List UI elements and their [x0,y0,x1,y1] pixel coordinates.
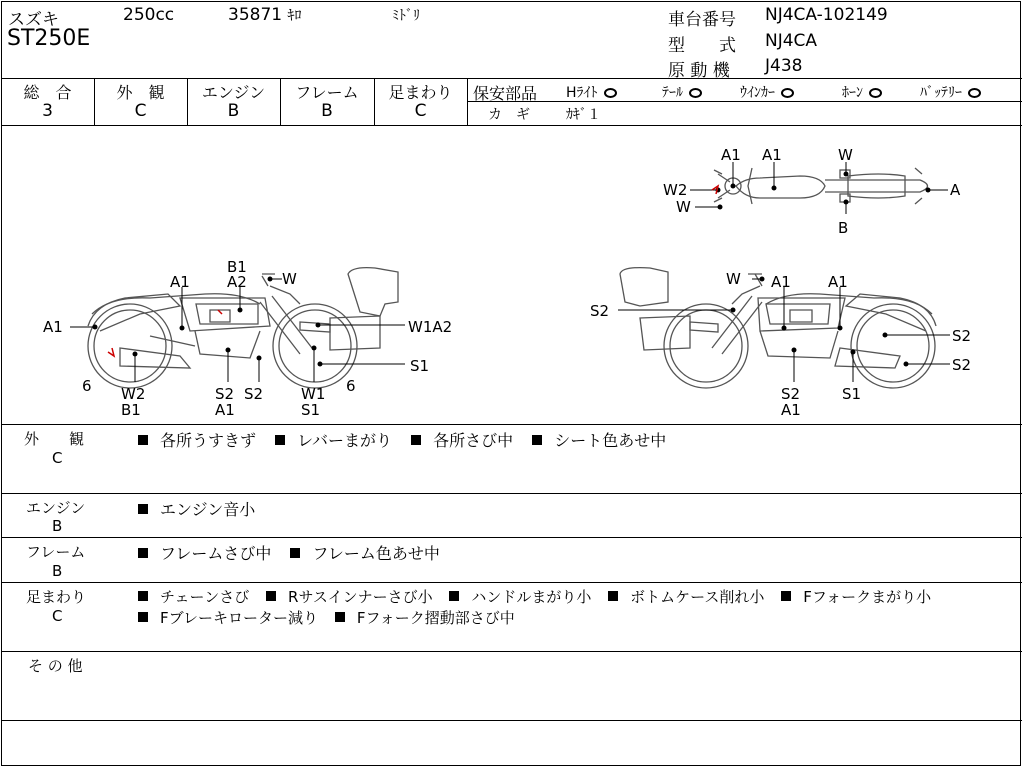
maker: スズキ [8,10,59,30]
exterior-notes-list: 各所うすきず レバーまがり 各所さび中 シート色あせ中 [138,428,666,451]
engine-model-label: 原 動 機 [668,61,730,81]
battery-status: ﾊﾞｯﾃﾘｰ [920,82,981,102]
diagram-label: S1 [301,401,321,419]
diagram-label: W [282,270,297,288]
mileage-value: 35871 [228,5,283,25]
mileage [228,5,302,25]
diagram-label: A1 [170,273,190,291]
type-value: NJ4CA [765,31,818,51]
engine-label: エンジン [201,83,266,102]
diagram-label: A1 [771,273,791,291]
winker-ok-icon [781,88,794,98]
key-label: カ ギ [488,107,530,123]
frame-notes-grade: B [52,562,63,580]
displacement: 250cc [123,5,175,25]
diagram-label: W [726,270,741,288]
exterior-label: 外 観 [116,83,165,102]
diagram-label: W [676,198,691,216]
diagram-label: A1 [828,273,848,291]
diagram-label: S2 [952,327,972,345]
diagram-label: A2 [227,273,247,291]
chassis-value: NJ4CA-102149 [765,5,888,25]
suspension-notes-label: 足まわり [26,588,87,606]
model-name: ST250E [7,26,91,51]
diagram-label: S2 [952,356,972,374]
diagram-label: A1 [781,401,801,419]
diagram-label: A1 [721,146,741,164]
headlight-ok-icon [604,88,617,98]
diagram-label: W1A2 [408,318,453,336]
other-notes-label: そ の 他 [28,657,83,675]
diagram-label: S2 [590,302,610,320]
frame-label: フレーム [295,83,359,102]
tail-ok-icon [689,88,702,98]
diagram-label: B1 [121,401,141,419]
suspension-notes-list-2: Fブレーキローター減り Fフォーク摺動部さび中 [138,607,515,628]
engine-notes-grade: B [52,517,63,535]
key-value: ｶｷﾞ１ [566,107,601,123]
diagram-label: A1 [43,318,63,336]
bike-top-view [714,168,928,204]
frame-grade: B [321,101,333,121]
suspension-notes-list-1: チェーンさび Rサスインナーさび小 ハンドルまがり小 ボトムケース削れ小 Fフォークまがり小 [138,586,931,607]
suspension-notes-grade: C [52,607,63,625]
type-label: 型 式 [668,36,736,56]
diagram-label: B1 [227,258,247,276]
diagram-label: A [950,181,961,199]
exterior-notes-label: 外 観 [24,430,85,448]
diagram-label: S2 [781,385,801,403]
mileage-unit: ｷﾛ [287,8,302,24]
diagram-label: W2 [663,181,688,199]
diagram-label: W1 [301,385,326,403]
tail-status: ﾃｰﾙ [662,82,702,102]
color: ﾐﾄﾞﾘ [392,8,420,24]
exterior-grade: C [134,101,147,121]
horn-status: ﾎｰﾝ [842,82,882,102]
diagram-label: A1 [762,146,782,164]
diagram-label: B [838,219,849,237]
headlight-status: Hﾗｲﾄ [566,82,617,102]
battery-ok-icon [968,88,981,98]
diagram-label: W [838,146,853,164]
exterior-notes-grade: C [52,449,63,467]
horn-ok-icon [869,88,882,98]
suspension-grade: C [414,101,427,121]
suspension-label: 足まわり [388,83,453,102]
diagram-label: S2 [215,385,235,403]
diagram-label: A1 [215,401,235,419]
diagram-label: S1 [842,385,862,403]
damage-diagram [0,126,1024,424]
engine-model-value: J438 [765,56,803,76]
frame-notes-list: フレームさび中 フレーム色あせ中 [138,541,440,564]
chassis-label: 車台番号 [668,10,736,30]
engine-notes-label: エンジン [26,499,86,517]
engine-grade: B [227,101,240,121]
diagram-label: S1 [410,357,430,375]
winker-status: ｳｲﾝｶｰ [740,82,794,102]
diagram-label: 6 [82,377,92,395]
engine-notes-list: エンジン音小 [138,497,255,520]
safety-label: 保安部品 [473,84,538,103]
diagram-label: S2 [244,385,264,403]
overall-label: 総 合 [23,83,72,102]
diagram-label: W2 [121,385,146,403]
diagram-label: 6 [346,377,356,395]
overall-grade: 3 [42,101,53,121]
frame-notes-label: フレーム [26,543,86,561]
